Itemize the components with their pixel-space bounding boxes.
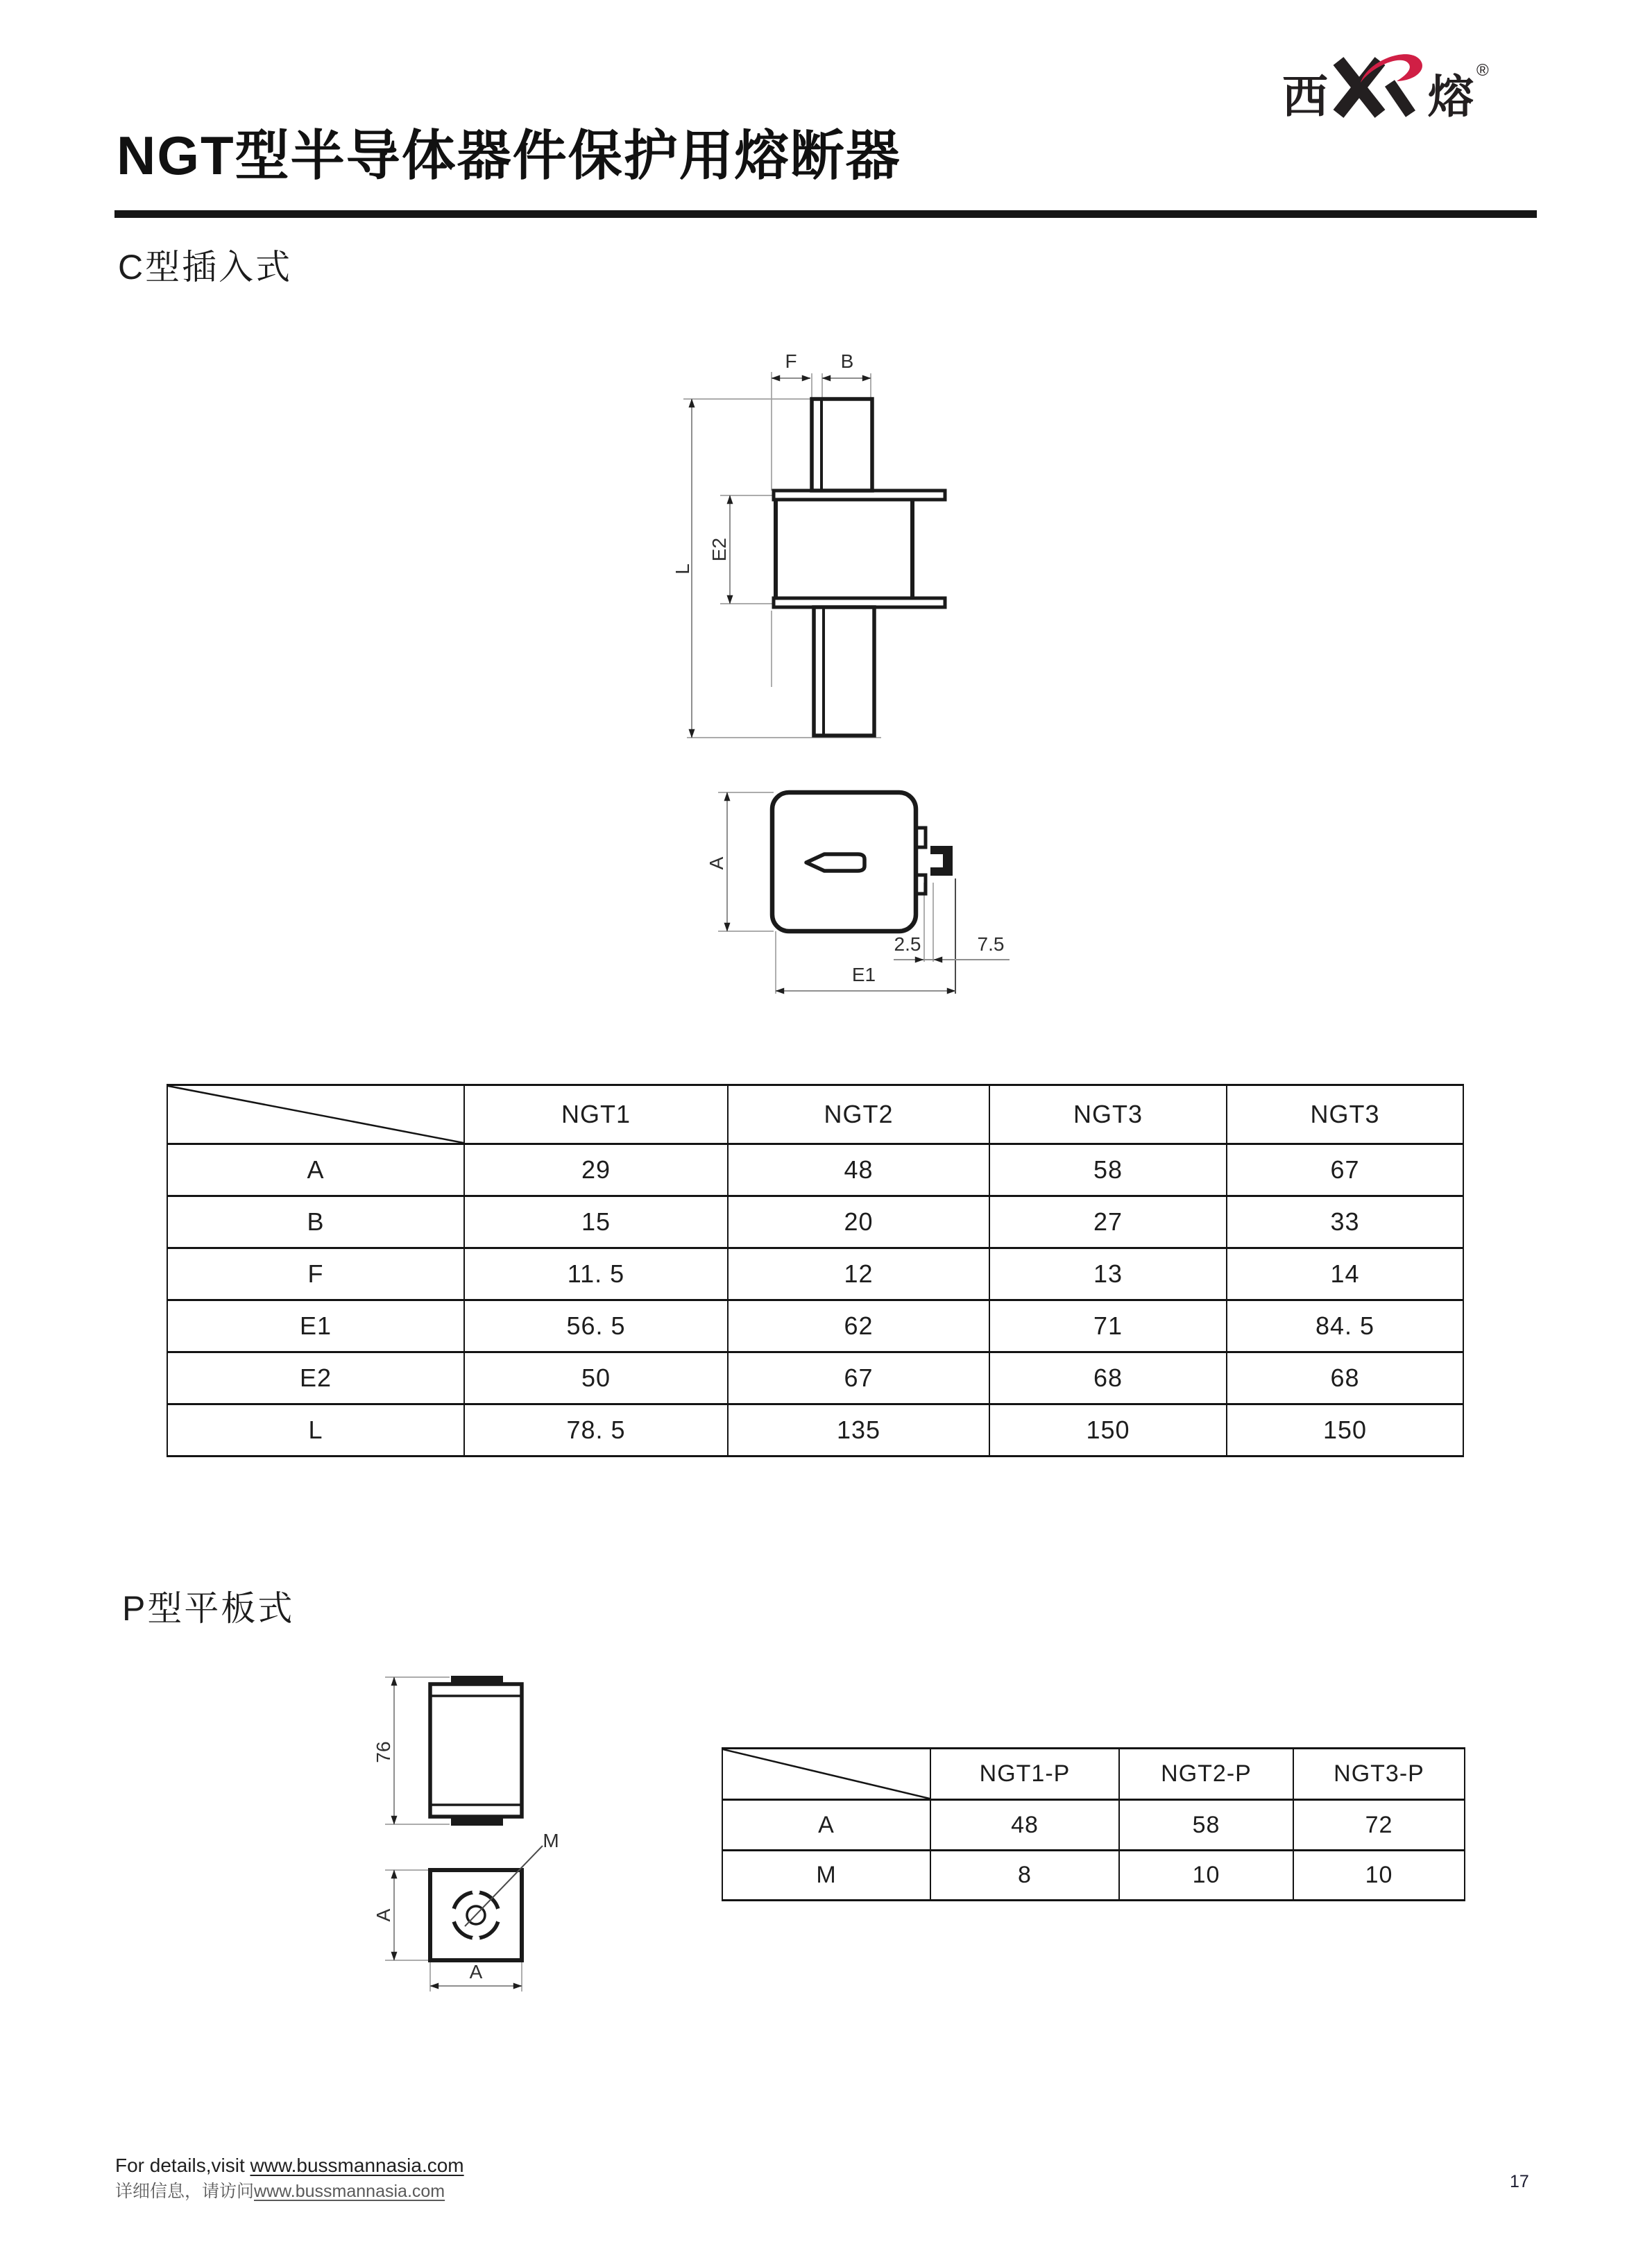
dim-label-a: A [706,856,727,870]
table-cell: 33 [1227,1196,1463,1248]
table-cell: 12 [728,1248,989,1300]
logo-text-left: 西 [1282,71,1328,122]
table-cell: 8 [930,1851,1119,1901]
footer-zh-link[interactable]: www.bussmannasia.com [254,2182,445,2202]
table-cell: 27 [989,1196,1227,1248]
footer-line-en [115,2153,464,2178]
diagonal-header-cell [167,1085,464,1144]
row-label: E1 [167,1300,464,1352]
table-cell: 14 [1227,1248,1463,1300]
table-row [722,1800,1465,1851]
page-footer [115,2153,464,2203]
row-label: M [722,1851,930,1901]
table-cell: 29 [464,1144,728,1196]
column-header: NGT3 [1227,1085,1463,1144]
dim-label-2-5: 2.5 [894,933,921,955]
column-header: NGT3-P [1293,1749,1465,1800]
p-type-drawing [361,1645,590,1998]
row-label: A [167,1144,464,1196]
table-row [167,1404,1463,1457]
section-heading-p-type: P型平板式 [122,1589,295,1628]
registered-trademark-icon: ® [1476,61,1489,80]
table-row [167,1248,1463,1300]
p-type-dimension-table [722,1747,1465,1901]
dim-label-e1: E1 [851,964,876,985]
footer-en-link[interactable]: www.bussmannasia.com [250,2155,464,2176]
column-header: NGT2-P [1119,1749,1293,1800]
table-cell: 68 [989,1352,1227,1404]
table-cell: 62 [728,1300,989,1352]
footer-line-zh [115,2180,464,2203]
diagonal-line [168,1086,463,1143]
table-cell: 67 [728,1352,989,1404]
table-cell: 150 [1227,1404,1463,1457]
table-cell: 13 [989,1248,1227,1300]
row-label: A [722,1800,930,1851]
section-heading-c-type: C型插入式 [118,248,293,287]
table-cell: 58 [1119,1800,1293,1851]
table-cell: 67 [1227,1144,1463,1196]
dim-label-7-5: 7.5 [977,933,1005,955]
dim-label-e2: E2 [708,537,730,562]
logo-xr-mark-icon [1332,50,1424,119]
table-cell: 84. 5 [1227,1300,1463,1352]
table-row [167,1196,1463,1248]
table-cell: 56. 5 [464,1300,728,1352]
table-cell: 20 [728,1196,989,1248]
row-label: E2 [167,1352,464,1404]
brand-logo [1282,50,1490,122]
dim-label-m: M [543,1830,559,1851]
column-header: NGT2 [728,1085,989,1144]
dim-label-f: F [785,350,797,372]
table-cell: 78. 5 [464,1404,728,1457]
column-header: NGT1-P [930,1749,1119,1800]
table-cell: 11. 5 [464,1248,728,1300]
row-label: F [167,1248,464,1300]
table-cell: 68 [1227,1352,1463,1404]
diagonal-header-cell [722,1749,930,1800]
title-rule [114,210,1537,218]
dim-label-76: 76 [373,1741,394,1763]
page-title: NGT型半导体器件保护用熔断器 [117,125,901,186]
table-row [167,1352,1463,1404]
dim-label-l: L [672,563,693,575]
table-cell: 71 [989,1300,1227,1352]
diagonal-line [723,1749,930,1799]
c-type-dimension-table [167,1084,1464,1457]
dim-label-a-left: A [373,1908,394,1922]
table-row [167,1144,1463,1196]
row-label: L [167,1404,464,1457]
logo-text-right: 熔 [1428,71,1474,122]
table-cell: 135 [728,1404,989,1457]
dim-label-a-bottom: A [469,1961,483,1982]
footer-en-text: For details,visit [115,2155,250,2176]
table-row [722,1851,1465,1901]
table-cell: 150 [989,1404,1227,1457]
table-cell: 50 [464,1352,728,1404]
table-cell: 10 [1293,1851,1465,1901]
table-cell: 15 [464,1196,728,1248]
row-label: B [167,1196,464,1248]
dim-label-b: B [840,350,854,372]
table-row [167,1300,1463,1352]
c-type-side-view-drawing [649,340,961,742]
table-cell: 10 [1119,1851,1293,1901]
table-cell: 48 [728,1144,989,1196]
c-type-top-view-drawing [659,749,1020,1003]
page-number: 17 [1510,2172,1529,2191]
footer-zh-text: 详细信息，请访问 [115,2182,255,2202]
table-cell: 58 [989,1144,1227,1196]
column-header: NGT3 [989,1085,1227,1144]
table-cell: 72 [1293,1800,1465,1851]
table-cell: 48 [930,1800,1119,1851]
column-header: NGT1 [464,1085,728,1144]
